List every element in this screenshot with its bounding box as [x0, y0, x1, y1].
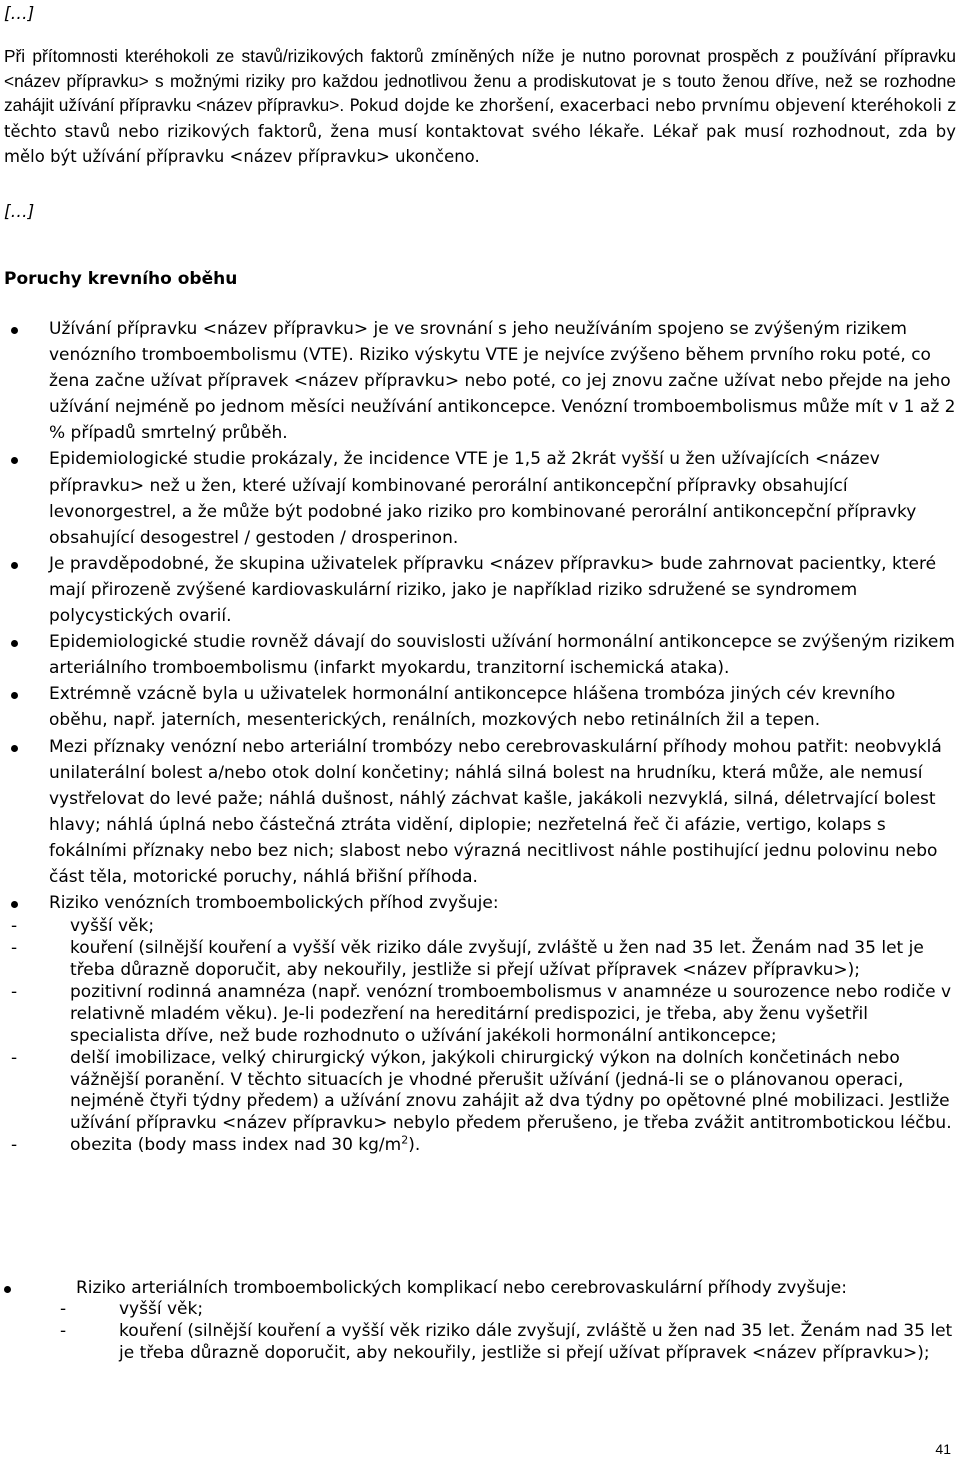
dash-item-end: ).	[408, 1135, 421, 1156]
dash-marker: -	[11, 981, 18, 1002]
arterial-risk-heading: Riziko arteriálních tromboembolických komplikací nebo cerebrovaskulární příhody zvyšuje:	[76, 1278, 847, 1298]
bullet-icon	[11, 562, 18, 569]
list-item	[0, 551, 960, 629]
list-item-text: Užívání přípravku <název přípravku> je ve srovnání s jeho neužíváním spojeno se zvýšeným rizikem venózního tromboembolismu (VTE). Riziko výskytu VTE je nejvíce zvýšeno během prvního roku poté, co žena začne užívat přípravek <název přípravku> nebo poté, co jej znovu začne užívat nebo přejde na jeho užívání nejméně po jednom měsíci neužívání antikoncepce. Venózní tromboembolismus může mít v 1 až 2 % případů smrtelný průběh.	[49, 319, 956, 444]
arterial-risk-list	[0, 1299, 960, 1365]
venous-risk-heading: Riziko venózních tromboembolických příhod zvyšuje:	[49, 893, 499, 914]
bullet-icon	[11, 640, 18, 647]
intro-paragraph	[4, 44, 956, 170]
dash-item	[0, 1321, 960, 1365]
ellipsis-top: […]	[4, 4, 35, 24]
list-item	[0, 446, 960, 550]
section-title: Poruchy krevního oběhu	[4, 269, 238, 289]
venous-risk-list	[0, 916, 956, 1157]
list-item-text: Epidemiologické studie rovněž dávají do souvislosti užívání hormonální antikoncepce se zvýšeným rizikem arteriálního tromboembolismu (infarkt myokardu, tranzitorní ischemická ataka).	[49, 632, 955, 679]
dash-marker: -	[11, 916, 18, 937]
dash-item	[0, 1135, 956, 1157]
dash-marker: -	[11, 938, 18, 959]
bullet-icon	[11, 692, 18, 699]
bullet-list	[0, 316, 960, 1157]
dash-marker: -	[11, 1047, 18, 1068]
bullet-icon	[11, 745, 18, 752]
dash-item-text: vyšší věk;	[119, 1299, 204, 1319]
list-item-text: Mezi příznaky venózní nebo arteriální trombózy nebo cerebrovaskulární příhody mohou patřit: neobvyklá unilaterální bolest a/nebo otok dolní končetiny; náhlá silná bolest na hrudníku, která může, ale nemusí vystřelovat do levé paže; náhlá dušnost, náhlý záchvat kašle, jakákoli nezvyklá, silná, déletrvající bolest hlavy; náhlá úplná nebo částečná ztráta vidění, diplopie; nezřetelná řeč či afázie, vertigo, kolaps s fokálními příznaky nebo bez nich; slabost nebo výrazná necitlivost náhle postihující jednu polovinu nebo část těla, motorické poruchy, náhlá břišní příhoda.	[49, 736, 942, 887]
dash-item-text: obezita (body mass index nad 30 kg/m	[70, 1135, 402, 1156]
dash-item	[0, 1299, 960, 1321]
ellipsis-mid: […]	[4, 202, 35, 222]
bullet-icon	[11, 457, 18, 464]
page-number: 41	[935, 1441, 951, 1457]
list-item-text: Epidemiologické studie prokázaly, že incidence VTE je 1,5 až 2krát vyšší u žen užívajících <název přípravku> než u žen, které užívají kombinované perorální antikoncepční přípravky obsahující levonorgestrel, a že může být podobné jako riziko pro kombinované perorální antikoncepční přípravky obsahující desogestrel / gestoden / drosperinon.	[49, 449, 917, 548]
list-item-text: Extrémně vzácně byla u uživatelek hormonální antikoncepce hlášena trombóza jiných cév krevního oběhu, např. jaterních, mesenterických, renálních, mozkových nebo retinálních žil a tepen.	[49, 684, 896, 731]
intro-part-2: Pokud dojde ke zhoršení, exacerbaci nebo prvnímu objevení kteréhokoli z těchto stavů nebo rizikových faktorů, žena musí kontaktovat svého lékaře. Lékař pak musí rozhodnout, zda by mělo být užívání přípravku <název přípravku> ukončeno.	[4, 96, 956, 167]
dash-item	[0, 916, 956, 938]
dash-item-text: kouření (silnější kouření a vyšší věk riziko dále zvyšují, zvláště u žen nad 35 let. Ženám nad 35 let je třeba důrazně doporučit, aby nekouřily, jestliže si přejí užívat přípravek <název přípravku>);	[70, 938, 924, 980]
bullet-icon	[11, 901, 18, 908]
dash-marker: -	[60, 1320, 67, 1341]
intro-part-1: Při přítomnosti kteréhokoli ze stavů/rizikových faktorů zmíněných níže je nutno porovnat prospěch z používání přípravku <název přípravku> s možnými riziky pro každou jednotlivou ženu a prodiskutovat je s touto ženou dříve, než se rozhodne zahájit užívání přípravku <název přípravku>.	[4, 46, 956, 116]
dash-marker: -	[11, 1135, 18, 1156]
dash-marker: -	[60, 1299, 67, 1319]
arterial-risk-heading-row	[0, 1277, 960, 1299]
dash-item-text: kouření (silnější kouření a vyšší věk riziko dále zvyšují, zvláště u žen nad 35 let. Ženám nad 35 let je třeba důrazně doporučit, aby nekouřily, jestliže si přejí užívat přípravek <název přípravku>);	[119, 1320, 953, 1363]
dash-item-text: vyšší věk;	[70, 916, 155, 937]
dash-item-text: pozitivní rodinná anamnéza (např. venózní tromboembolismus v anamnéze u sourozence nebo rodiče v relativně mladém věku). Je-li podezření na hereditární predispozici, je třeba, aby ženu vyšetřil specialista dříve, než bude rozhodnuto o užívání jakékoli hormonální antikoncepce;	[70, 981, 952, 1046]
list-item	[0, 629, 960, 681]
dash-item	[0, 1048, 956, 1136]
dash-item-text: delší imobilizace, velký chirurgický výkon, jakýkoli chirurgický výkon na dolních končetinách nebo vážnější poranění. V těchto situacích je vhodné přerušit užívání (jedná-li se o plánovanou operaci, nejméně čtyři týdny předem) a užívání znovu zahájit až dva týdny po opětovné plné mobilizaci. Jestliže užívání přípravku <název přípravku> nebylo předem přerušeno, je třeba zvážit antitrombotickou léčbu.	[70, 1047, 952, 1134]
list-item	[0, 681, 960, 733]
list-item-venous-risk	[0, 890, 960, 1157]
list-item	[0, 734, 960, 891]
arterial-risk-block	[0, 1277, 960, 1365]
list-item-text: Je pravděpodobné, že skupina uživatelek přípravku <název přípravku> bude zahrnovat pacientky, které mají přirozeně zvýšené kardiovaskulární riziko, jako je například riziko sdružené se syndromem polycystických ovarií.	[49, 553, 937, 627]
superscript: 2	[401, 1133, 409, 1147]
dash-item	[0, 938, 956, 982]
dash-item	[0, 982, 956, 1048]
bullet-icon	[11, 327, 18, 334]
list-item	[0, 316, 960, 446]
bullet-icon	[4, 1286, 11, 1293]
